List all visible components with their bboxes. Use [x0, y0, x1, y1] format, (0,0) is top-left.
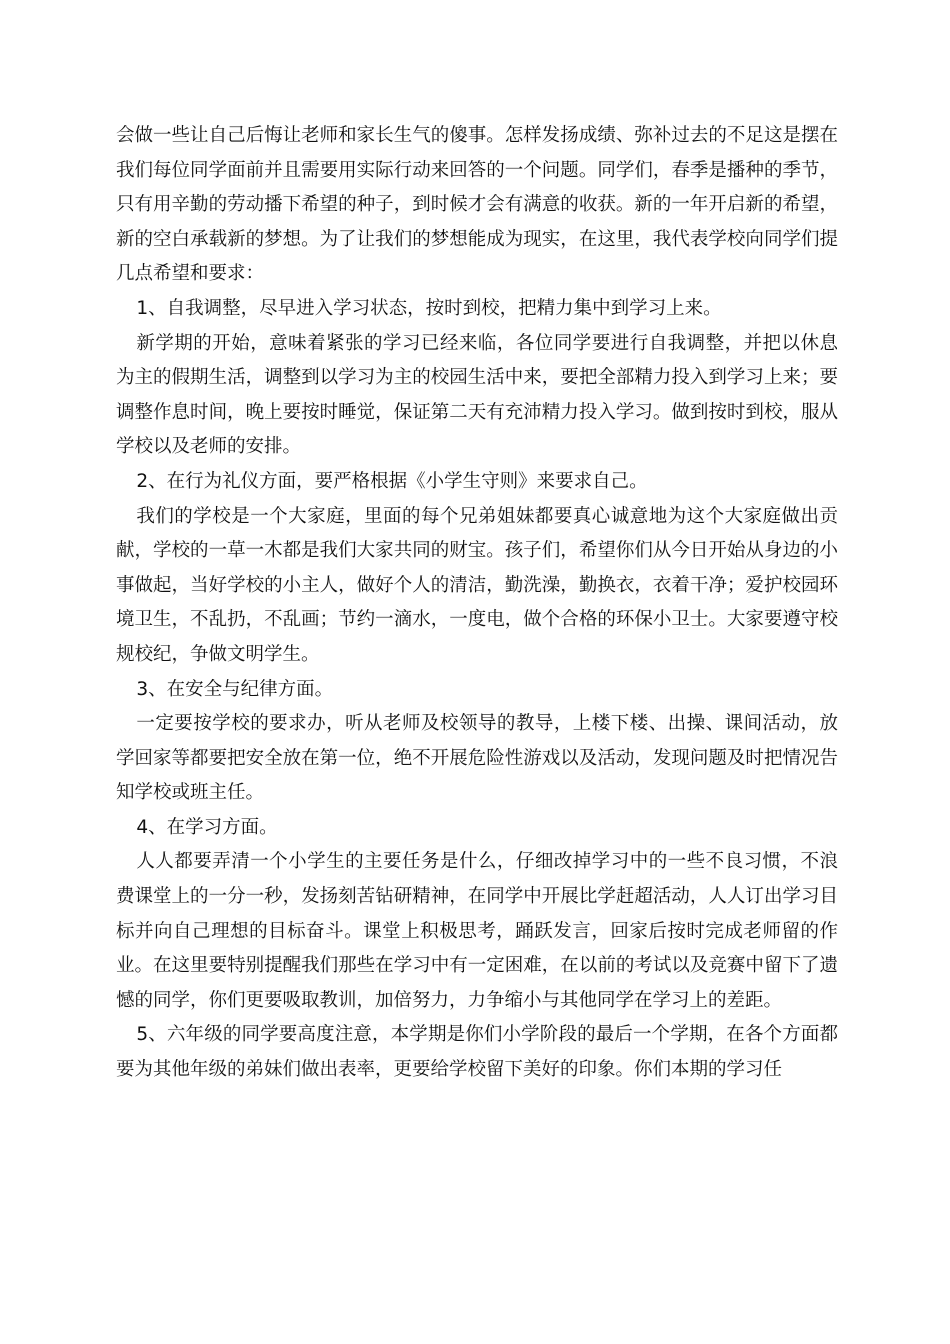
heading-item-1: 1、自我调整，尽早进入学习状态，按时到校，把精力集中到学习上来。 — [136, 297, 722, 319]
heading-item-4: 4、在学习方面。 — [136, 816, 278, 838]
heading-item-3: 3、在安全与纪律方面。 — [136, 678, 334, 700]
paragraph-item-4: 人人都要弄清一个小学生的主要任务是什么，仔细改掉学习中的一些不良习惯，不浪费课堂上的一分一秒，发扬刻苦钻研精神，在同学中开展比学赶超活动，人人订出学习目标并向自己理想的目标奋斗。课堂上积极思考，踊跃发言，回家后按时完成老师留的作业。在这里要特别提醒我们那些在学习中有一定困难，在以前的考试以及竞赛中留下了遗憾的同学，你们更要吸取教训，加倍努力，力争缩小与其他同学在学习上的差距。 — [116, 851, 838, 1011]
paragraph-item-2: 我们的学校是一个大家庭，里面的每个兄弟姐妹都要真心诚意地为这个大家庭做出贡献，学校的一草一木都是我们大家共同的财宝。孩子们，希望你们从今日开始从身边的小事做起，当好学校的小主人，做好个人的清洁，勤洗澡，勤换衣，衣着干净；爱护校园环境卫生，不乱扔，不乱画；节约一滴水，一度电，做个合格的环保小卫士。大家要遵守校规校纪，争做文明学生。 — [116, 505, 838, 665]
paragraph-item-3: 一定要按学校的要求办，听从老师及校领导的教导，上楼下楼、出操、课间活动，放学回家等都要把安全放在第一位，绝不开展危险性游戏以及活动，发现问题及时把情况告知学校或班主任。 — [116, 713, 838, 804]
paragraph-intro: 会做一些让自己后悔让老师和家长生气的傻事。怎样发扬成绩、弥补过去的不足这是摆在我们每位同学面前并且需要用实际行动来回答的一个问题。同学们，春季是播种的季节，只有用辛勤的劳动播下希望的种子，到时候才会有满意的收获。新的一年开启新的希望，新的空白承载新的梦想。为了让我们的梦想能成为现实，在这里，我代表学校向同学们提几点希望和要求： — [116, 125, 838, 285]
document-body — [116, 119, 838, 1088]
heading-item-2: 2、在行为礼仪方面，要严格根据《小学生守则》来要求自己。 — [136, 470, 648, 492]
paragraph-item-5: 5、六年级的同学要高度注意，本学期是你们小学阶段的最后一个学期，在各个方面都要为其他年级的弟妹们做出表率，更要给学校留下美好的印象。你们本期的学习任 — [116, 1024, 838, 1081]
paragraph-item-1: 新学期的开始，意味着紧张的学习已经来临，各位同学要进行自我调整，并把以休息为主的假期生活，调整到以学习为主的校园生活中来，要把全部精力投入到学习上来；要调整作息时间，晚上要按时睡觉，保证第二天有充沛精力投入学习。做到按时到校，服从学校以及老师的安排。 — [116, 332, 838, 458]
